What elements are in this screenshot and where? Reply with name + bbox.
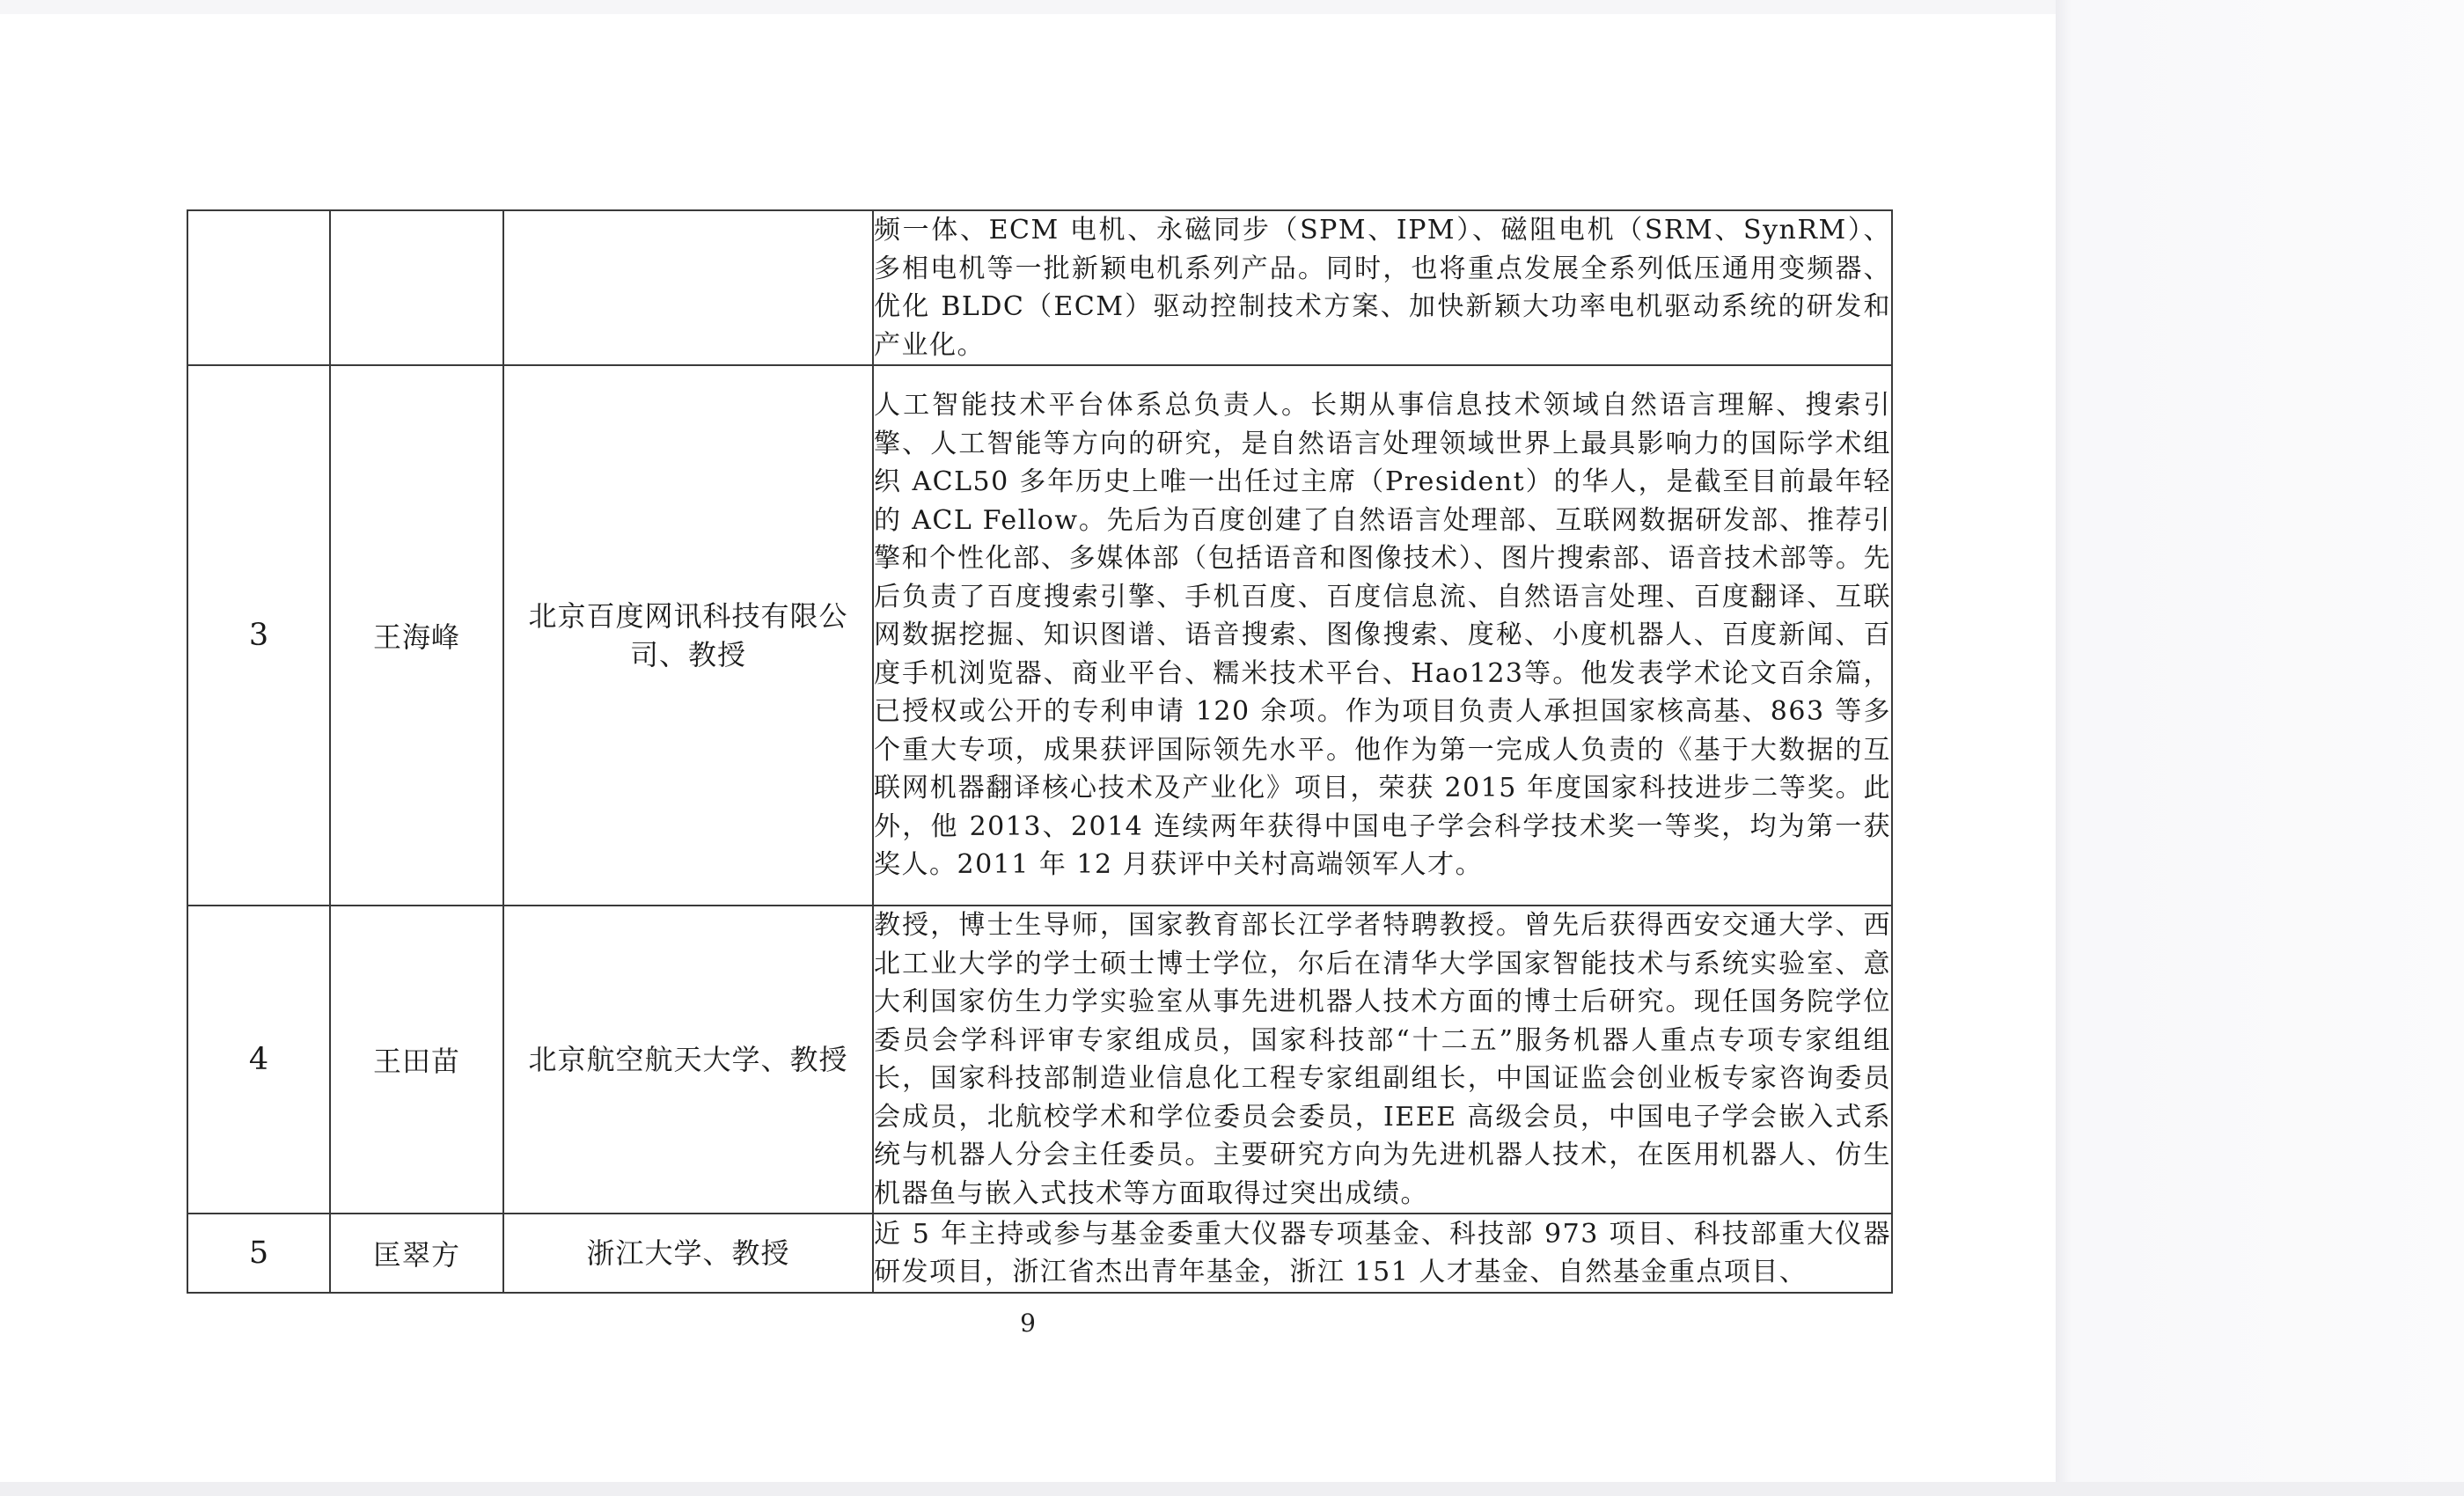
page-number: 9: [1020, 1309, 1036, 1338]
expert-organization: 北京航空航天大学、教授: [503, 906, 873, 1214]
expert-name: 匡翠方: [330, 1214, 503, 1293]
row-number: 4: [187, 906, 330, 1214]
expert-organization: 浙江大学、教授: [503, 1214, 873, 1293]
expert-name: 王田苗: [330, 906, 503, 1214]
expert-description: 教授，博士生导师，国家教育部长江学者特聘教授。曾先后获得西安交通大学、西北工业大学的学士硕士博士学位，尔后在清华大学国家智能技术与系统实验室、意大利国家仿生力学实验室从事先进机器人技术方面的博士后研究。现任国务院学位委员会学科评审专家组成员，国家科技部“十二五”服务机器人重点专项专家组组长，国家科技部制造业信息化工程专家组副组长，中国证监会创业板专家咨询委员会成员，北航校学术和学位委员会委员，IEEE 高级会员，中国电子学会嵌入式系统与机器人分会主任委员。主要研究方向为先进机器人技术，在医用机器人、仿生机器鱼与嵌入式技术等方面取得过突出成绩。: [873, 906, 1892, 1214]
row-number: [187, 210, 330, 365]
expert-organization: 北京百度网讯科技有限公司、教授: [503, 365, 873, 906]
scan-edge-shadow: [2056, 0, 2464, 1496]
row-number: 5: [187, 1214, 330, 1293]
scan-bottom-strip: [0, 1482, 2464, 1496]
expert-description: 频一体、ECM 电机、永磁同步（SPM、IPM）、磁阻电机（SRM、SynRM）、多相电机等一批新颖电机系列产品。同时，也将重点发展全系列低压通用变频器、优化 BLDC（ECM）驱动控制技术方案、加快新颖大功率电机驱动系统的研发和产业化。: [873, 210, 1892, 365]
row-number: 3: [187, 365, 330, 906]
table-row: [187, 210, 1892, 365]
expert-name: 王海峰: [330, 365, 503, 906]
expert-table: [187, 209, 1893, 1294]
expert-name: [330, 210, 503, 365]
table-row: [187, 365, 1892, 906]
expert-description: 人工智能技术平台体系总负责人。长期从事信息技术领域自然语言理解、搜索引擎、人工智能等方向的研究，是自然语言处理领域世界上最具影响力的国际学术组织 ACL50 多年历史上唯一出任过主席（President）的华人，是截至目前最年轻的 ACL Fellow。先后为百度创建了自然语言处理部、互联网数据研发部、推荐引擎和个性化部、多媒体部（包括语音和图像技术）、图片搜索部、语音技术部等。先后负责了百度搜索引擎、手机百度、百度信息流、自然语言处理、百度翻译、互联网数据挖掘、知识图谱、语音搜索、图像搜索、度秘、小度机器人、百度新闻、百度手机浏览器、商业平台、糯米技术平台、Hao123等。他发表学术论文百余篇，已授权或公开的专利申请 120 余项。作为项目负责人承担国家核高基、863 等多个重大专项，成果获评国际领先水平。他作为第一完成人负责的《基于大数据的互联网机器翻译核心技术及产业化》项目，荣获 2015 年度国家科技进步二等奖。此外，他 2013、2014 连续两年获得中国电子学会科学技术奖一等奖，均为第一获奖人。2011 年 12 月获评中关村高端领军人才。: [873, 365, 1892, 906]
expert-description: 近 5 年主持或参与基金委重大仪器专项基金、科技部 973 项目、科技部重大仪器研发项目，浙江省杰出青年基金，浙江 151 人才基金、自然基金重点项目、: [873, 1214, 1892, 1293]
table-row: [187, 906, 1892, 1214]
table-row: [187, 1214, 1892, 1293]
expert-organization: [503, 210, 873, 365]
